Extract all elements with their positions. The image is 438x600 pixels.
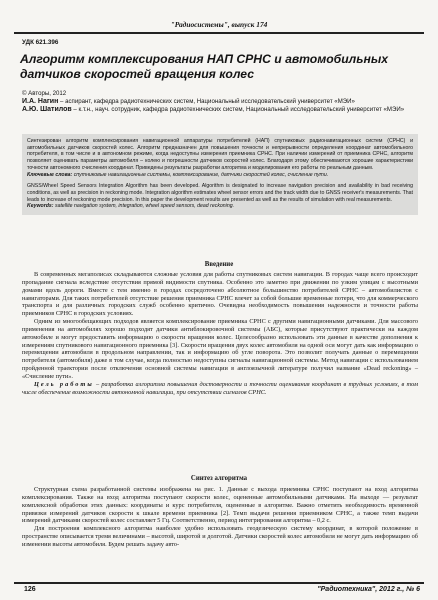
author-entry	[22, 106, 422, 114]
author-entry	[22, 98, 422, 106]
journal-footer: "Радиотехника", 2012 г., № 6	[317, 586, 420, 593]
keywords-ru	[27, 172, 413, 179]
header-rule	[14, 32, 424, 34]
purpose-text: – разработка алгоритма повышения достоверности и точности оценивания координат в трудных условиях, в том числе обеспечение возможности автономной навигации, при отсутствии сигналов СРНС.	[22, 380, 418, 396]
keywords-en-label: Keywords:	[27, 203, 54, 210]
author-name: А.Ю. Шатилов	[22, 106, 72, 113]
author-list	[22, 98, 422, 114]
purpose-label: Цель работы	[34, 380, 94, 388]
keywords-ru-label: Ключевые слова:	[27, 171, 73, 178]
keywords-ru-text: спутниковые навигационные системы, комплексирование, датчики скоростей колес, счисление пути.	[72, 171, 329, 178]
author-affiliation: – аспирант, кафедра радиотехнических систем, Национальный исследовательский университет «МЭИ»	[58, 98, 355, 105]
purpose-paragraph	[22, 381, 418, 397]
author-affiliation: – к.т.н., науч. сотрудник, кафедра радиотехнических систем, Национальный исследовательский университет «МЭИ»	[71, 106, 405, 113]
section-heading-synthesis: Синтез алгоритма	[190, 475, 248, 482]
keywords-en-text: satellite navigation system, integration, wheel speed sensors, dead reckoning.	[53, 203, 235, 210]
paragraph: Структурная схема разработанной системы изображена на рис. 1. Данные с выхода приемника СРНС поступают на вход алгоритма комплексирования. Также на вход алгоритма поступают скорости колес, оцененные автомобильными датчиками. На выходе — результат комплексной обработки этих данных: координаты и курс потребителя, оцененные в алгоритме. Важно отметить необходимость временной привязки измерений датчиков скорости к шкале времени приемника [2]. Темп выдачи решения приемником СРНС, а также темп выдачи измерений датчиками скоростей колес составляет 5 Гц. Соответственно, период интегрирования алгоритма – 0,2 с.	[22, 486, 418, 525]
page-number: 126	[24, 586, 36, 593]
paragraph: Одним из многообещающих подходов является комплексирование приемника СРНС с другими навигационными датчиками. Для массового применения на автомобилях хорошо подходят датчики антиблокировочной системы (АБС), которые присутствуют практически на каждом автомобиле и могут предоставить информацию о скорости вращения колес. Целесообразно использовать эти данные в качестве дополнения к измерениям спутникового навигационного приемника [3]. Скорости вращения двух колес автомобиля на одной оси могут дать как информацию о перемещении автомобиля в продольном направлении, так и информацию об угле поворота. Это позволит получать данные о перемещении потребителя (автомобиля) даже в том случае, когда полностью недоступны сигналы навигационной системы. Метод навигации с использованием пройденной траектории после отключения основной системы навигации в англоязычной литературе получил название «Dead reckoning» – «Счисление пути».	[22, 318, 418, 380]
author-name: И.А. Нагин	[22, 98, 59, 105]
intro-body	[22, 271, 418, 397]
paragraph: В современных мегаполисах складываются сложные условия для работы спутниковых систем навигации. В городах чаще всего происходит пропадание сигнала вследствие отсутствия прямой видимости спутника. Особенно это заметно при движении по узким улицам с высотными домами вдоль дороги. Вместе с тем именно в городах сосредоточено абсолютное большинство потребителей СРНС – автомобилистов с навигаторами. Для таких потребителей отсутствие решения приемника СРНС влечет за собой большие временные потери, что для коммерческого транспорта и для различных городских служб особенно критично. Очевидна необходимость повышения надежности и точности работы приемников СРНС в городских условиях.	[22, 271, 418, 318]
keywords-en	[27, 203, 413, 210]
paragraph: Для построения комплексного алгоритма наиболее удобно использовать геодезическую систему координат, в которой положение в пространстве описывается тремя величинами – высотой, широтой и долготой. Датчики скоростей колес автомобиля не могут дать информацию об изменении высоты автомобиля. Будем решать задачу авто-	[22, 525, 418, 548]
copyright-line: © Авторы, 2012	[22, 90, 67, 97]
running-header: "Радиосистемы", выпуск 174	[170, 20, 268, 29]
udc-code: УДК 621.396	[22, 39, 59, 46]
article-title: Алгоритм комплексирования НАП СРНС и автомобильных датчиков скоростей вращения колес	[20, 52, 389, 81]
abstract-en: GNSS/Wheel Speed Sensors Integration Algorithm has been developed. Algorithm is designated to increase navigation precision and availability in bad receiving conditions, as well as precision in reckoning mode. Integration algorithm estimates wheel sensor errors and the track width due to GNSS receiver's measurements. That leads to increase of reckoning mode precision. In this paper the development results are presented as well as the results of simulation with real measurements.	[27, 183, 413, 203]
synthesis-body	[22, 486, 418, 549]
section-heading-intro: Введение	[204, 261, 234, 268]
abstract-ru: Синтезирован алгоритм комплексирования навигационной аппаратуры потребителей (НАП) спутниковых радионавигационных систем (СРНС) и автомобильных датчиков скоростей колес. Алгоритм предназначен для повышения точности и непрерывности определения координат автомобильного потребителя, в том числе и в автономном режиме, когда недоступны измерения приемника СРНС. При наличии измерений от приемника СРНС, алгоритм позволяет оценивать параметры автомобиля – колею и погрешности датчиков скоростей колес. Благодаря этому обеспечиваются хорошие характеристики точности автономного счисления координат. Приведены результаты разработки алгоритма и моделирования его работы по реальным данным.	[27, 138, 413, 171]
abstract-box	[22, 134, 418, 215]
footer-rule	[14, 582, 424, 584]
